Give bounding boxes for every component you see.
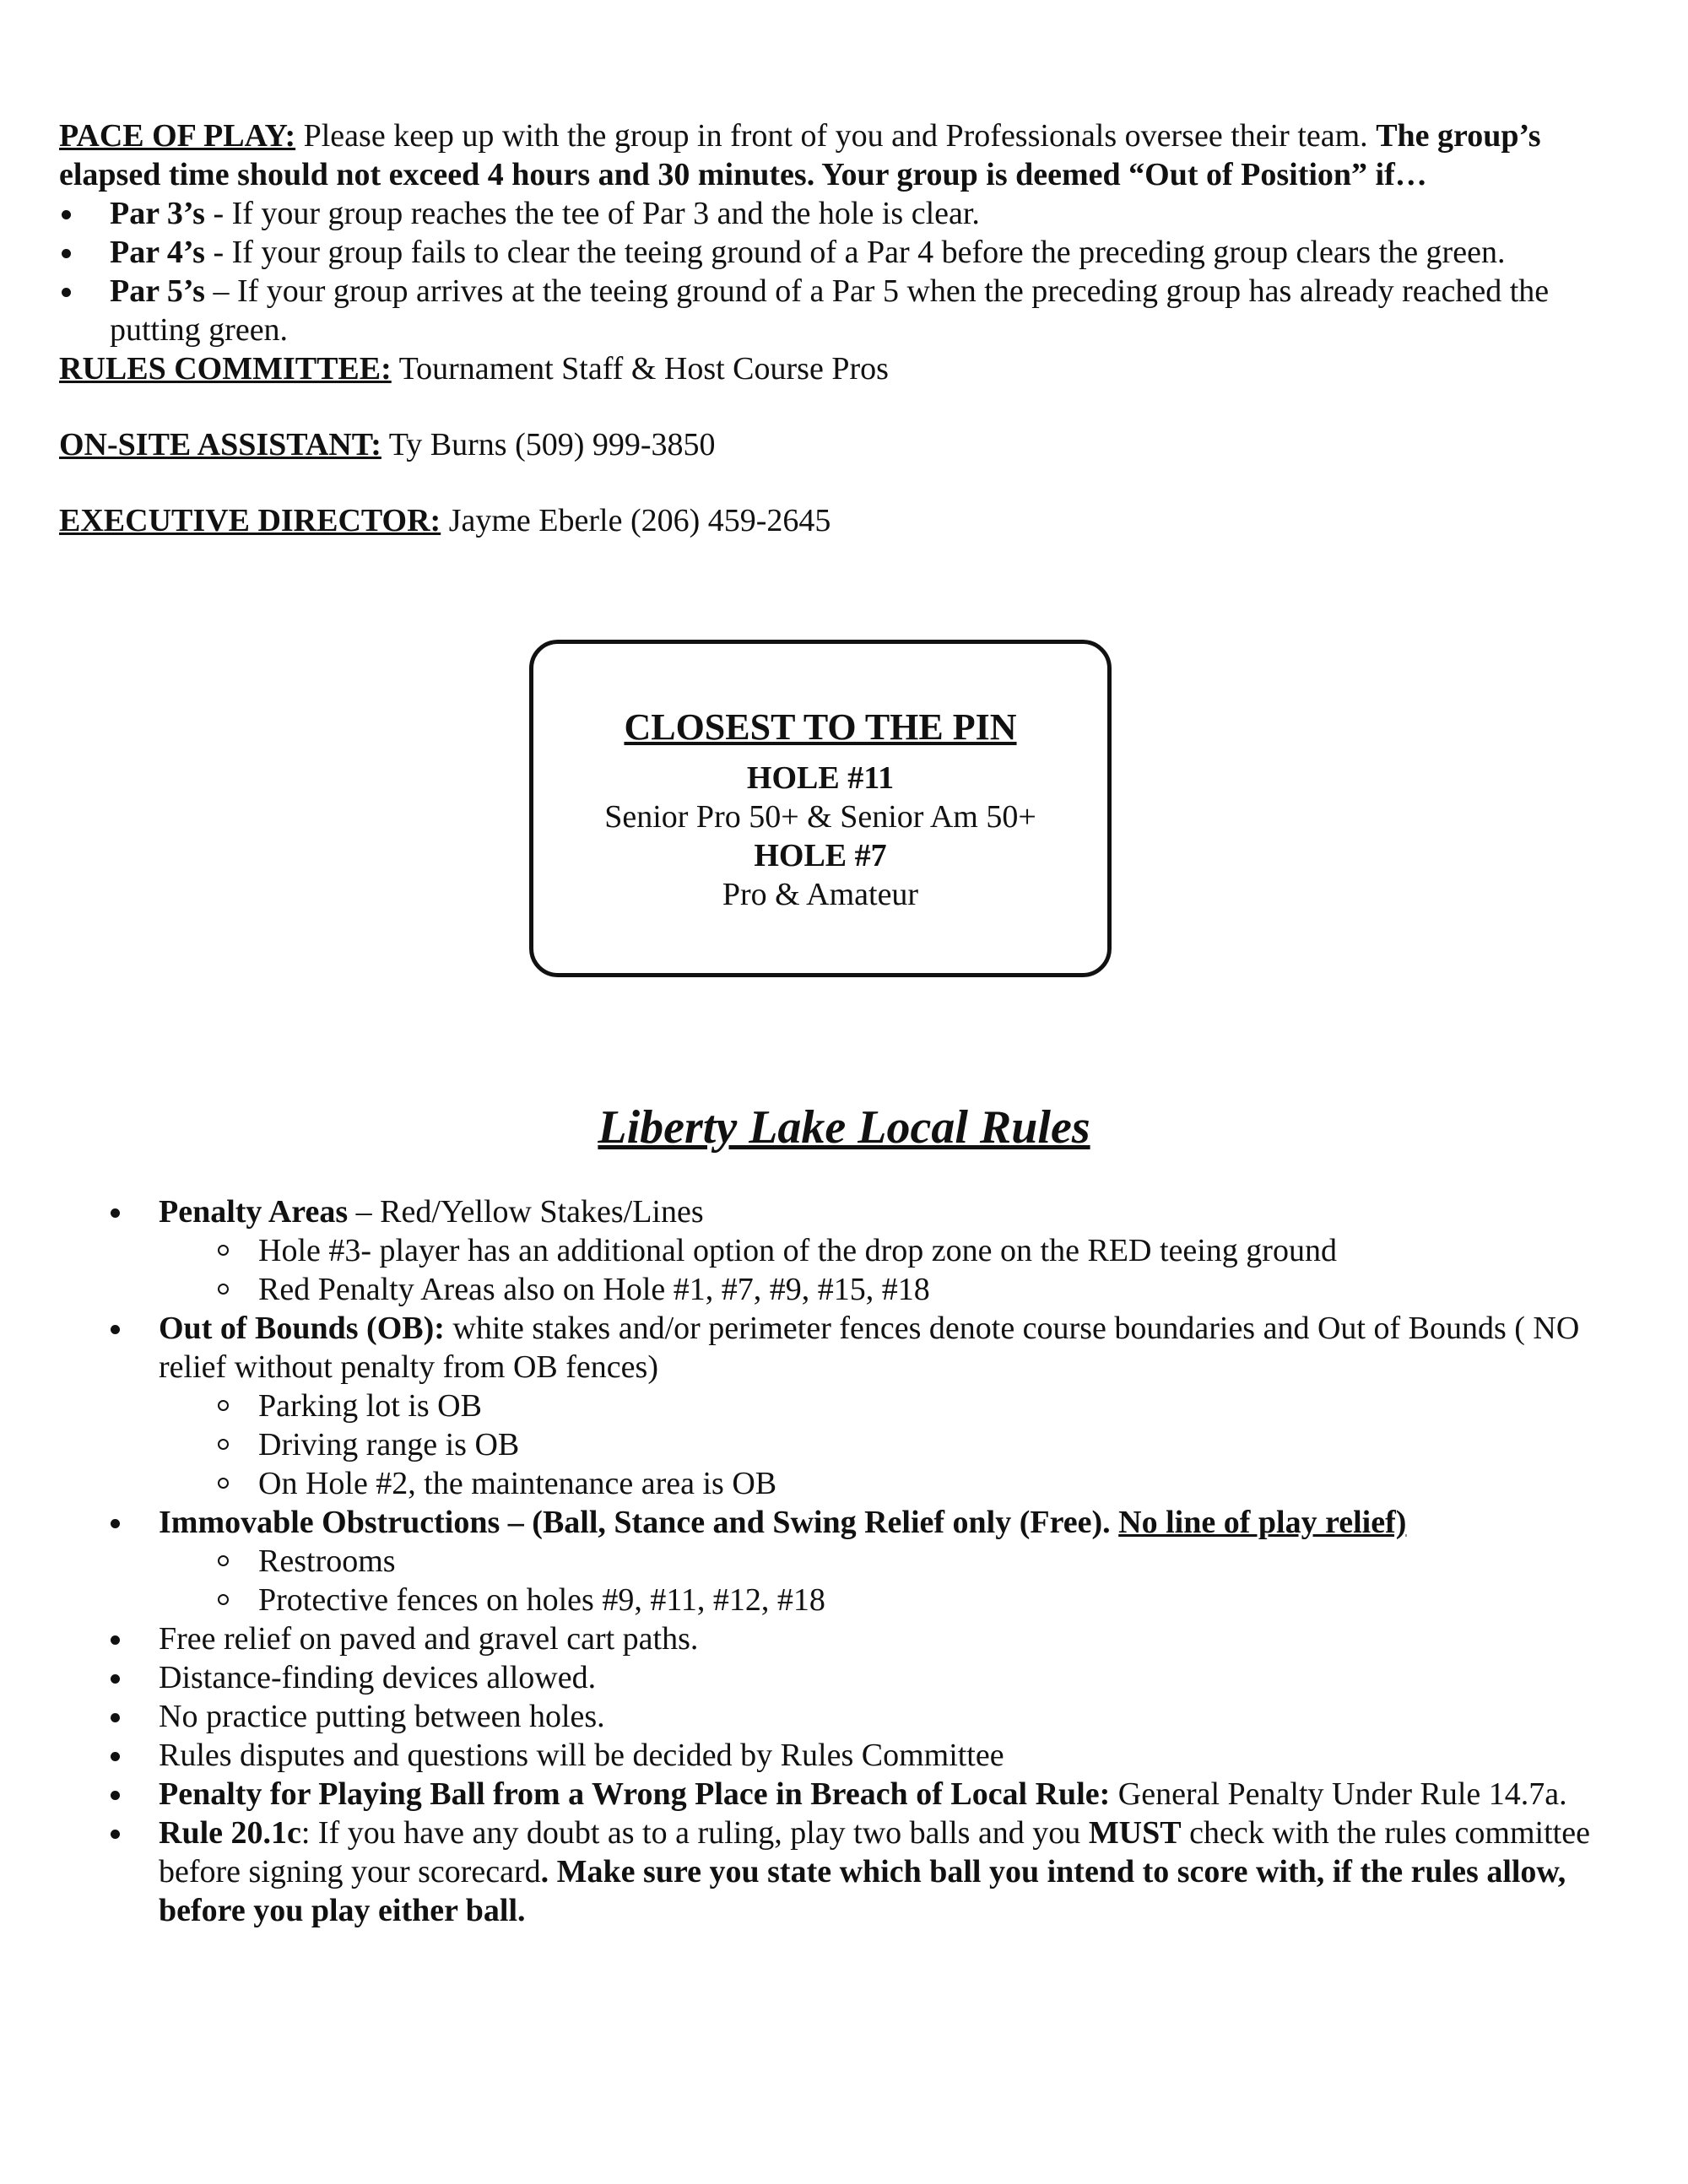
penalty-areas-label: Penalty Areas: [159, 1194, 349, 1230]
local-rules-list: [108, 1192, 1636, 1930]
list-item: Parking lot is OB: [159, 1387, 1636, 1425]
on-site-assistant-line: [59, 425, 1629, 464]
out-of-bounds-text: white stakes and/or perimeter fences denote course boundaries and Out of Bounds ( NO relief without penalty from OB fences): [159, 1311, 1580, 1385]
par5-text: – If your group arrives at the teeing ground of a Par 5 when the preceding group has already reached the putting green.: [110, 273, 1550, 348]
wrong-place-label: Penalty for Playing Ball from a Wrong Place in Breach of Local Rule:: [159, 1776, 1111, 1812]
par3-text: - If your group reaches the tee of Par 3 and the hole is clear.: [204, 196, 980, 231]
list-item: [108, 1309, 1636, 1503]
on-site-assistant-value: Ty Burns (509) 999-3850: [381, 427, 716, 462]
local-rules-section: [108, 1192, 1636, 1930]
rule-20-1c-text: : If you have any doubt as to a ruling, play two balls and you: [300, 1815, 1089, 1851]
closest-to-pin-title: CLOSEST TO THE PIN: [624, 706, 1017, 748]
list-item: [59, 233, 1629, 272]
executive-director-value: Jayme Eberle (206) 459-2645: [441, 503, 831, 538]
on-site-assistant-label: ON-SITE ASSISTANT:: [59, 427, 381, 462]
rule-20-1c-text-2: check with the rules committee before signing your scorecard: [159, 1815, 1590, 1889]
list-item: [108, 1814, 1636, 1930]
no-line-of-play-relief: No line of play relief): [1118, 1505, 1407, 1540]
list-item: Hole #3- player has an additional option of the drop zone on the RED teeing ground: [159, 1231, 1636, 1270]
rule-20-1c-label: Rule 20.1c: [159, 1815, 301, 1851]
pin-hole-11-desc: Senior Pro 50+ & Senior Am 50+: [604, 799, 1036, 835]
par4-text: - If your group fails to clear the teeing ground of a Par 4 before the preceding group clears the green.: [204, 235, 1506, 270]
par5-label: Par 5’s: [110, 273, 205, 309]
must-emphasis: MUST: [1088, 1815, 1182, 1851]
local-rules-title: Liberty Lake Local Rules: [598, 1101, 1090, 1154]
rules-committee-label: RULES COMMITTEE:: [59, 351, 392, 387]
pin-hole-11: HOLE #11: [746, 760, 895, 796]
list-item: [108, 1192, 1636, 1309]
pace-list: [59, 194, 1629, 349]
list-item: Rules disputes and questions will be decided by Rules Committee: [108, 1736, 1636, 1775]
pace-of-play-bold: The group’s elapsed time should not exceed 4 hours and 30 minutes. Your group is deemed “Out of Position” if…: [59, 118, 1541, 192]
immovable-obstructions-sublist: [159, 1542, 1636, 1619]
out-of-bounds-sublist: [159, 1387, 1636, 1503]
list-item: Red Penalty Areas also on Hole #1, #7, #9, #15, #18: [159, 1270, 1636, 1309]
list-item: [108, 1503, 1636, 1619]
penalty-areas-text: – Red/Yellow Stakes/Lines: [348, 1194, 704, 1230]
executive-director-label: EXECUTIVE DIRECTOR:: [59, 503, 441, 538]
immovable-obstructions-label: Immovable Obstructions – (Ball, Stance and Swing Relief only (Free).: [159, 1505, 1119, 1540]
wrong-place-text: General Penalty Under Rule 14.7a.: [1110, 1776, 1567, 1812]
pin-hole-7-desc: Pro & Amateur: [722, 877, 919, 912]
list-item: Restrooms: [159, 1542, 1636, 1581]
par4-label: Par 4’s: [110, 235, 205, 270]
pace-of-play-label: PACE OF PLAY:: [59, 118, 296, 154]
list-item: [59, 194, 1629, 233]
list-item: No practice putting between holes.: [108, 1697, 1636, 1736]
list-item: Free relief on paved and gravel cart paths.: [108, 1619, 1636, 1658]
pin-hole-7: HOLE #7: [754, 838, 887, 873]
rule-20-1c-bold-end: . Make sure you state which ball you intend to score with, if the rules allow, before you play either ball.: [159, 1854, 1566, 1928]
list-item: [108, 1775, 1636, 1814]
executive-director-line: [59, 501, 1629, 540]
rules-committee-value: Tournament Staff & Host Course Pros: [391, 351, 889, 387]
closest-to-pin-box: [529, 640, 1112, 977]
document-page: [59, 116, 1629, 1928]
pace-of-play-text: Please keep up with the group in front of you and Professionals oversee their team.: [295, 118, 1377, 154]
list-item: Driving range is OB: [159, 1425, 1636, 1464]
list-item: Distance-finding devices allowed.: [108, 1658, 1636, 1697]
out-of-bounds-label: Out of Bounds (OB):: [159, 1311, 445, 1346]
penalty-areas-sublist: [159, 1231, 1636, 1309]
rules-committee-line: [59, 349, 1629, 388]
pace-of-play-paragraph: [59, 116, 1629, 194]
list-item: Protective fences on holes #9, #11, #12, #18: [159, 1581, 1636, 1619]
list-item: [59, 272, 1629, 349]
list-item: On Hole #2, the maintenance area is OB: [159, 1464, 1636, 1503]
par3-label: Par 3’s: [110, 196, 205, 231]
